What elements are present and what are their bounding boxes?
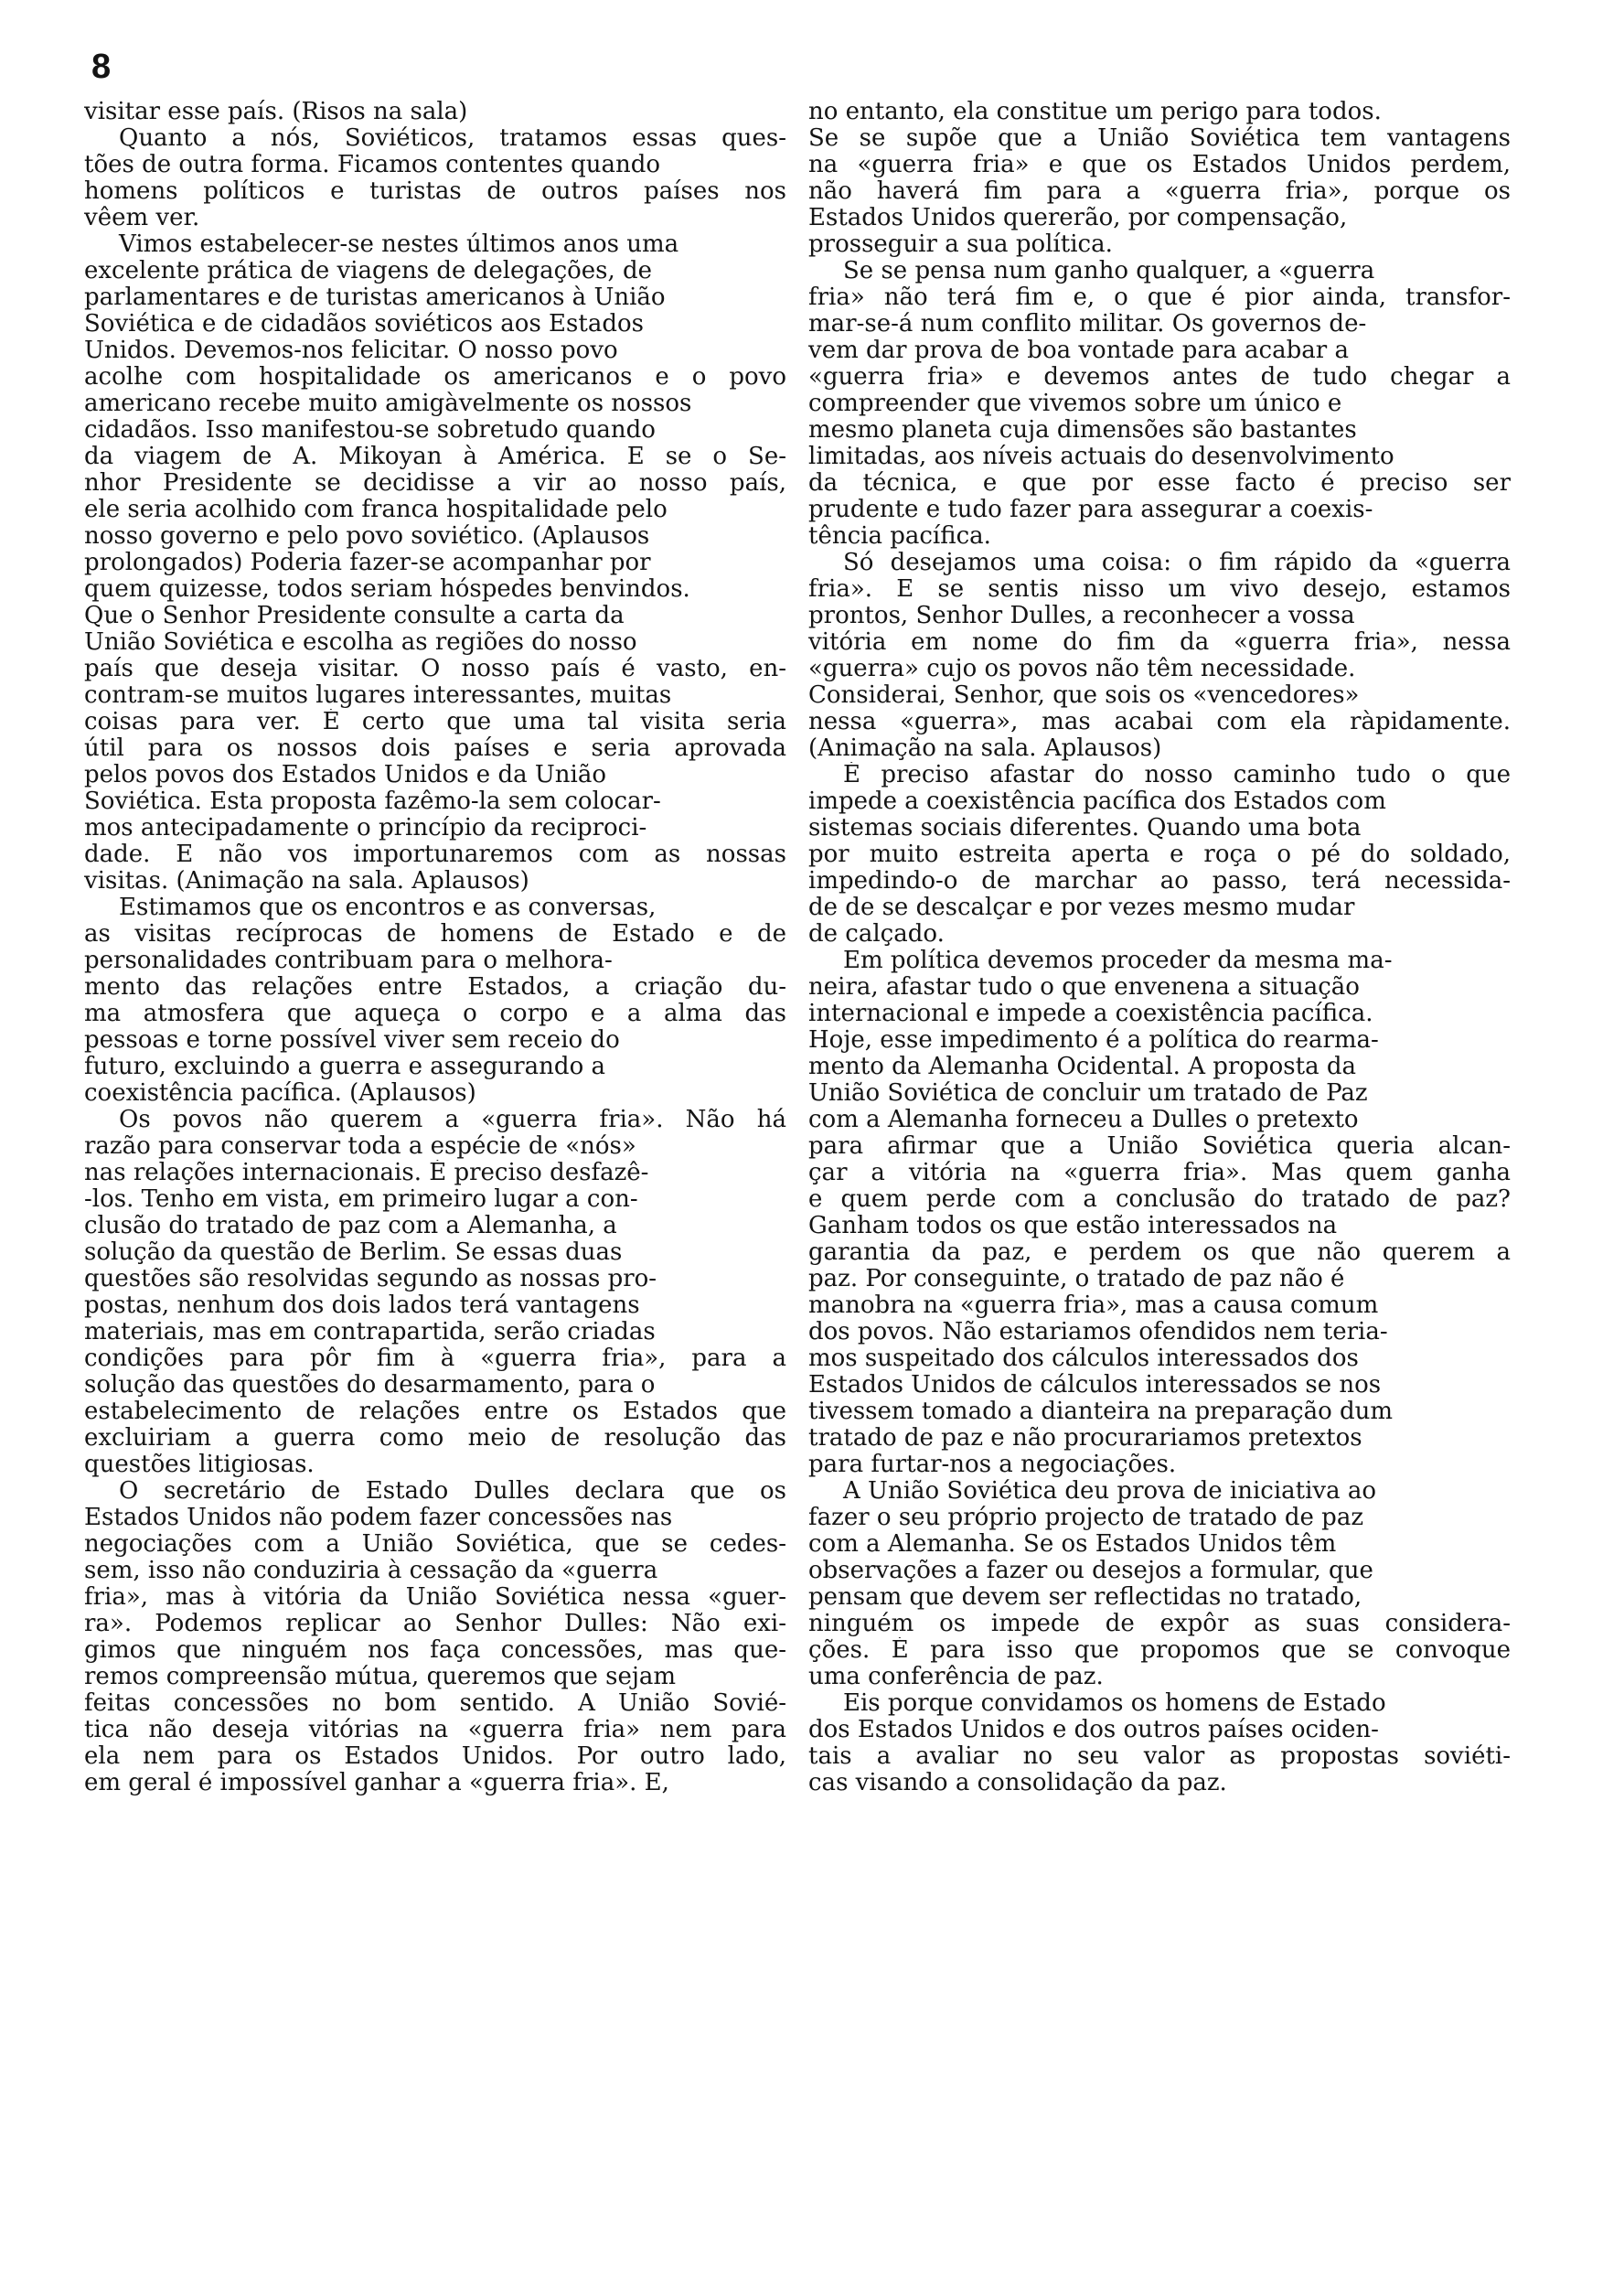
text-line: É preciso afastar do nosso caminho tudo o que — [843, 762, 1511, 788]
text-line: fria». E se sentis nisso um vivo desejo, estamos — [808, 576, 1511, 603]
text-line: condições para pôr fim à «guerra fria», para a — [84, 1345, 786, 1372]
text-line: ções. É para isso que propomos que se convoque — [808, 1637, 1511, 1664]
text-line: garantia da paz, e perdem os que não querem a — [808, 1239, 1511, 1266]
text-line: materiais, mas em contrapartida, serão criadas — [84, 1319, 656, 1345]
text-line: tica não deseja vitórias na «guerra fria» nem para — [84, 1717, 786, 1743]
text-line: acolhe com hospitalidade os americanos e o povo — [84, 364, 786, 391]
text-line: neira, afastar tudo o que envenena a situação — [808, 974, 1360, 1001]
text-line: Em política devemos proceder da mesma ma- — [843, 948, 1393, 974]
text-line: razão para conservar toda a espécie de «nós» — [84, 1133, 636, 1160]
text-line: Vimos estabelecer-se nestes últimos anos uma — [119, 231, 679, 258]
text-line: Eis porque convidamos os homens de Estado — [843, 1690, 1386, 1717]
text-line: impedindo-o de marchar ao passo, terá necessida- — [808, 868, 1511, 895]
text-line: coisas para ver. É certo que uma tal visita seria — [84, 709, 786, 735]
text-line: «guerra» cujo os povos não têm necessidade. — [808, 656, 1356, 682]
text-line: personalidades contribuam para o melhora- — [84, 948, 613, 974]
text-line: prontos, Senhor Dulles, a reconhecer a vossa — [808, 603, 1355, 629]
text-line: pensam que devem ser reflectidas no tratado, — [808, 1584, 1362, 1611]
text-line: clusão do tratado de paz com a Alemanha, a — [84, 1213, 617, 1239]
text-line: mento da Alemanha Ocidental. A proposta da — [808, 1054, 1356, 1080]
text-line: questões litigiosas. — [84, 1452, 315, 1478]
text-line: -los. Tenho em vista, em primeiro lugar a con- — [84, 1186, 638, 1213]
text-line: nhor Presidente se decidisse a vir ao nosso país, — [84, 470, 786, 497]
text-line: Unidos. Devemos-nos felicitar. O nosso povo — [84, 338, 618, 364]
text-line: compreender que vivemos sobre um único e — [808, 391, 1342, 417]
text-line: Ganham todos os que estão interessados na — [808, 1213, 1338, 1239]
text-line: Soviética. Esta proposta fazêmo-la sem colocar- — [84, 788, 661, 815]
text-line: fazer o seu próprio projecto de tratado de paz — [808, 1505, 1364, 1531]
text-line: excelente prática de viagens de delegações, de — [84, 258, 653, 284]
text-line: de de se descalçar e por vezes mesmo mudar — [808, 895, 1355, 921]
text-line: uma conferência de paz. — [808, 1664, 1104, 1690]
text-line: cidadãos. Isso manifestou-se sobretudo quando — [84, 417, 656, 444]
text-line: americano recebe muito amigàvelmente os nossos — [84, 391, 692, 417]
text-line: (Animação na sala. Aplausos) — [808, 735, 1162, 762]
text-line: útil para os nossos dois países e seria aprovada — [84, 735, 786, 762]
text-line: Quanto a nós, Soviéticos, tratamos essas ques- — [119, 125, 786, 152]
text-line: observações a fazer ou desejos a formular, que — [808, 1558, 1373, 1584]
text-line: Se se supõe que a União Soviética tem vantagens — [808, 125, 1511, 152]
text-line: da viagem de A. Mikoyan à América. E se o Se- — [84, 444, 786, 470]
text-line: ele seria acolhido com franca hospitalidade pelo — [84, 497, 668, 523]
text-line: feitas concessões no bom sentido. A União Sovié- — [84, 1690, 786, 1717]
text-line: com a Alemanha forneceu a Dulles o pretexto — [808, 1107, 1359, 1133]
text-line: mos suspeitado dos cálculos interessados dos — [808, 1345, 1359, 1372]
text-line: tões de outra forma. Ficamos contentes quando — [84, 152, 661, 178]
text-line: visitas. (Animação na sala. Aplausos) — [84, 868, 529, 895]
text-line: mento das relações entre Estados, a criação du- — [84, 974, 786, 1001]
text-line: parlamentares e de turistas americanos à União — [84, 284, 666, 311]
text-line: sem, isso não conduziria à cessação da «guerra — [84, 1558, 658, 1584]
text-line: dos Estados Unidos e dos outros países ociden- — [808, 1717, 1379, 1743]
text-line: sistemas sociais diferentes. Quando uma bota — [808, 815, 1362, 841]
text-line: para afirmar que a União Soviética queria alcan- — [808, 1133, 1511, 1160]
text-line: cas visando a consolidação da paz. — [808, 1770, 1227, 1796]
text-line: quem quizesse, todos seriam hóspedes benvindos. — [84, 576, 690, 603]
text-line: prosseguir a sua política. — [808, 231, 1113, 258]
text-line: ma atmosfera que aqueça o corpo e a alma das — [84, 1001, 786, 1027]
text-line: çar a vitória na «guerra fria». Mas quem ganha — [808, 1160, 1511, 1186]
text-line: tais a avaliar no seu valor as propostas soviéti- — [808, 1743, 1511, 1770]
text-line: fria» não terá fim e, o que é pior ainda, transfor- — [808, 284, 1511, 311]
text-line: «guerra fria» e devemos antes de tudo chegar a — [808, 364, 1511, 391]
text-line: ela nem para os Estados Unidos. Por outro lado, — [84, 1743, 786, 1770]
text-line: nessa «guerra», mas acabai com ela ràpidamente. — [808, 709, 1511, 735]
text-line: Estados Unidos quererão, por compensação, — [808, 205, 1348, 231]
text-line: com a Alemanha. Se os Estados Unidos têm — [808, 1531, 1337, 1558]
text-line: A União Soviética deu prova de iniciativa ao — [843, 1478, 1377, 1505]
text-line: gimos que ninguém nos faça concessões, mas que- — [84, 1637, 786, 1664]
text-line: Os povos não querem a «guerra fria». Não há — [119, 1107, 786, 1133]
text-line: Hoje, esse impedimento é a política do rearma- — [808, 1027, 1379, 1054]
text-line: e quem perde com a conclusão do tratado de paz? — [808, 1186, 1511, 1213]
text-line: visitar esse país. (Risos na sala) — [84, 99, 468, 125]
text-line: em geral é impossível ganhar a «guerra fria». E, — [84, 1770, 669, 1796]
text-line: limitadas, aos níveis actuais do desenvolvimento — [808, 444, 1394, 470]
text-line: fria», mas à vitória da União Soviética nessa «guer- — [84, 1584, 786, 1611]
text-line: impede a coexistência pacífica dos Estados com — [808, 788, 1386, 815]
text-line: vitória em nome do fim da «guerra fria», nessa — [808, 629, 1511, 656]
text-line: contram-se muitos lugares interessantes, muitas — [84, 682, 672, 709]
text-line: país que deseja visitar. O nosso país é vasto, en- — [84, 656, 786, 682]
left-column — [84, 99, 786, 1796]
text-line: de calçado. — [808, 921, 945, 948]
text-line: pelos povos dos Estados Unidos e da União — [84, 762, 606, 788]
text-line: questões são resolvidas segundo as nossas pro- — [84, 1266, 657, 1292]
text-line: Considerai, Senhor, que sois os «vencedores» — [808, 682, 1360, 709]
text-line: Estados Unidos de cálculos interessados se nos — [808, 1372, 1382, 1399]
text-line: pessoas e torne possível viver sem receio do — [84, 1027, 620, 1054]
text-line: não haverá fim para a «guerra fria», porque os — [808, 178, 1511, 205]
right-column — [808, 99, 1511, 1796]
text-line: dade. E não vos importunaremos com as nossas — [84, 841, 786, 868]
text-line: paz. Por conseguinte, o tratado de paz não é — [808, 1266, 1345, 1292]
text-line: ninguém os impede de expôr as suas considera- — [808, 1611, 1511, 1637]
text-line: mos antecipadamente o princípio da reciproci- — [84, 815, 647, 841]
text-line: excluiriam a guerra como meio de resolução das — [84, 1425, 786, 1452]
text-line: tivessem tomado a dianteira na preparação dum — [808, 1399, 1394, 1425]
text-line: futuro, excluindo a guerra e assegurando a — [84, 1054, 605, 1080]
text-line: por muito estreita aperta e roça o pé do soldado, — [808, 841, 1511, 868]
page-number: 8 — [91, 48, 112, 86]
text-line: Estados Unidos não podem fazer concessões nas — [84, 1505, 673, 1531]
text-line: vêem ver. — [84, 205, 200, 231]
text-line: mesmo planeta cuja dimensões são bastantes — [808, 417, 1357, 444]
text-line: estabelecimento de relações entre os Estados que — [84, 1399, 786, 1425]
text-line: Se se pensa num ganho qualquer, a «guerra — [843, 258, 1375, 284]
text-line: as visitas recíprocas de homens de Estado e de — [84, 921, 786, 948]
text-line: nas relações internacionais. É preciso desfazê- — [84, 1160, 649, 1186]
text-line: solução das questões do desarmamento, para o — [84, 1372, 656, 1399]
text-line: tratado de paz e não procurariamos pretextos — [808, 1425, 1362, 1452]
text-line: União Soviética de concluir um tratado de Paz — [808, 1080, 1368, 1107]
text-line: postas, nenhum dos dois lados terá vantagens — [84, 1292, 640, 1319]
text-line: internacional e impede a coexistência pacífica. — [808, 1001, 1373, 1027]
text-line: O secretário de Estado Dulles declara que os — [119, 1478, 786, 1505]
text-line: prolongados) Poderia fazer-se acompanhar por — [84, 550, 651, 576]
text-line: homens políticos e turistas de outros países nos — [84, 178, 786, 205]
text-line: União Soviética e escolha as regiões do nosso — [84, 629, 637, 656]
text-line: vem dar prova de boa vontade para acabar a — [808, 338, 1349, 364]
text-line: na «guerra fria» e que os Estados Unidos perdem, — [808, 152, 1511, 178]
text-line: remos compreensão mútua, queremos que sejam — [84, 1664, 677, 1690]
text-line: nosso governo e pelo povo soviético. (Aplausos — [84, 523, 650, 550]
text-line: no entanto, ela constitue um perigo para todos. — [808, 99, 1382, 125]
text-line: Estimamos que os encontros e as conversas, — [119, 895, 657, 921]
text-line: ra». Podemos replicar ao Senhor Dulles: Não exi- — [84, 1611, 786, 1637]
text-line: tência pacífica. — [808, 523, 991, 550]
text-line: prudente e tudo fazer para assegurar a coexis- — [808, 497, 1373, 523]
text-line: manobra na «guerra fria», mas a causa comum — [808, 1292, 1379, 1319]
text-line: Soviética e de cidadãos soviéticos aos Estados — [84, 311, 644, 338]
text-line: Que o Senhor Presidente consulte a carta da — [84, 603, 625, 629]
text-line: Só desejamos uma coisa: o fim rápido da «guerra — [843, 550, 1511, 576]
text-line: coexistência pacífica. (Aplausos) — [84, 1080, 476, 1107]
text-line: para furtar-nos a negociações. — [808, 1452, 1177, 1478]
text-line: dos povos. Não estariamos ofendidos nem teria- — [808, 1319, 1388, 1345]
text-line: solução da questão de Berlim. Se essas duas — [84, 1239, 623, 1266]
text-line: da técnica, e que por esse facto é preciso ser — [808, 470, 1511, 497]
text-line: mar-se-á num conflito militar. Os governos de- — [808, 311, 1367, 338]
text-line: negociações com a União Soviética, que se cedes- — [84, 1531, 786, 1558]
